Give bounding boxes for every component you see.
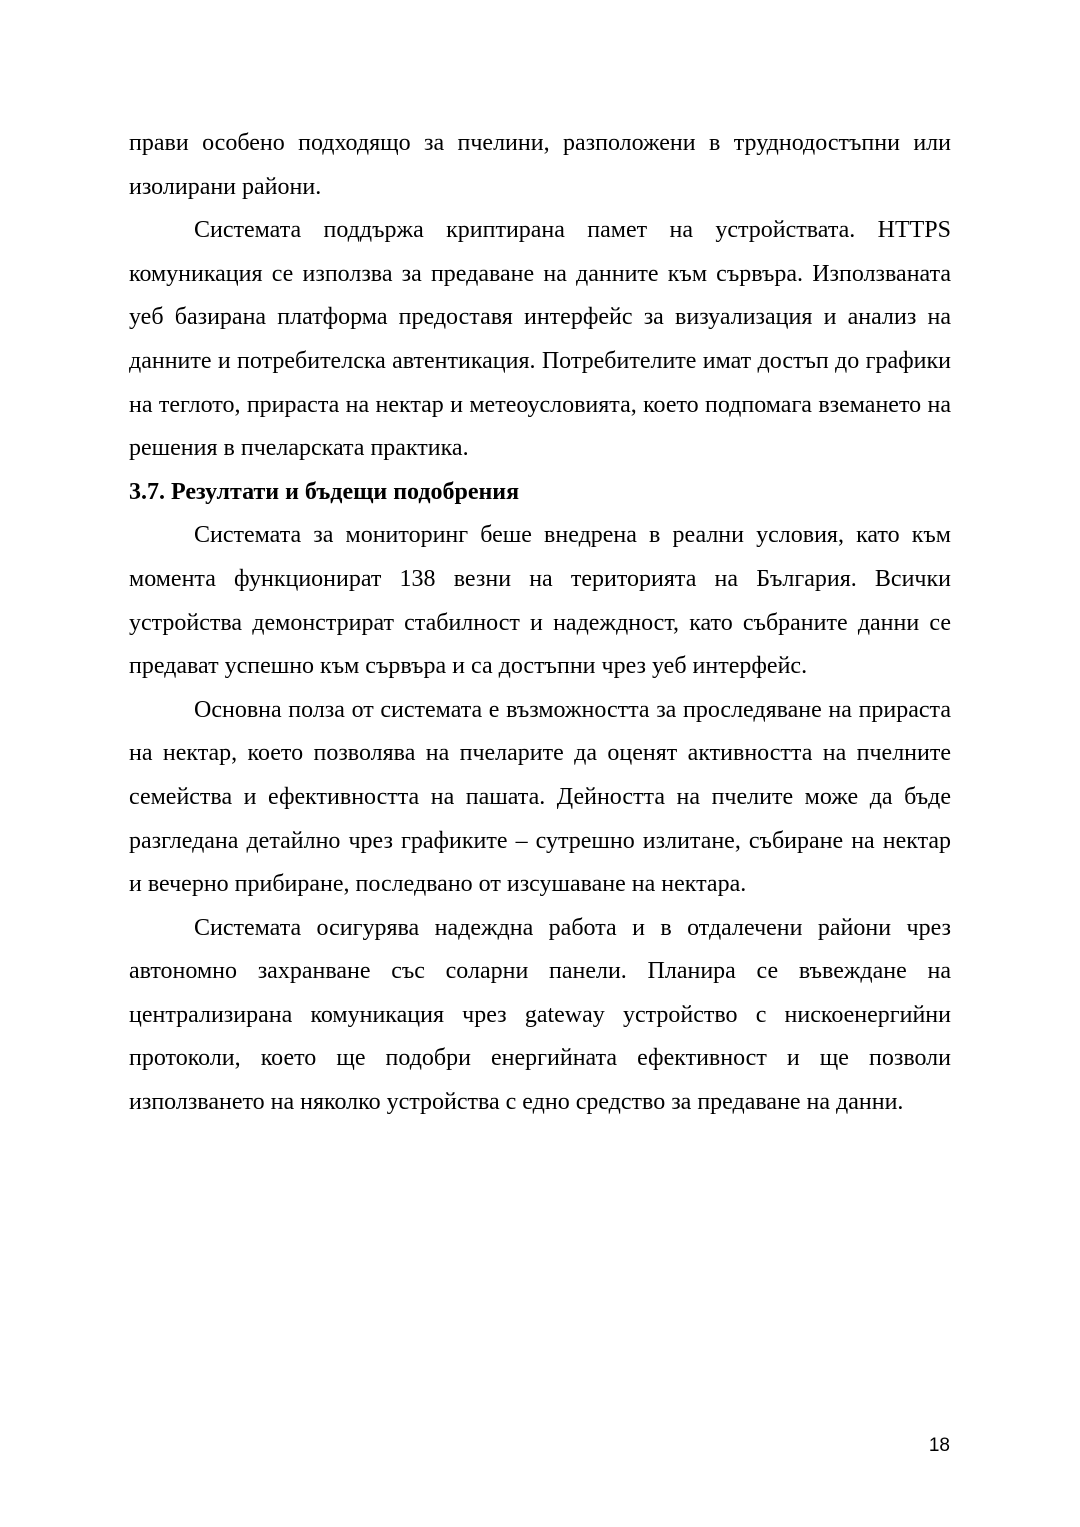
section-heading: 3.7. Резултати и бъдещи подобрения [129, 478, 520, 505]
paragraph-deployment: Системата за мониторинг беше внедрена в реални условия, като към момента функционират 138 везни на територията на България. Всички устройства демонстрират стабилност и надеждност, като събраните данни се предават успешно към сървъра и са достъпни чрез уеб интерфейс. [129, 522, 951, 680]
paragraph-data-security: Системата поддържа криптирана памет на устройствата. HTTPS комуникация се използва за предаване на данните към сървъра. Използваната уеб базирана платформа предоставя интерфейс за визуализация и анализ на данните и потребителска автентикация. Потребителите имат достъп до графики на теглото, прираста на нектар и метеоусловията, което подпомага вземането на решения в пчеларската практика. [129, 217, 951, 462]
page-body [129, 122, 951, 1125]
page-number: 18 [928, 1435, 950, 1456]
paragraph-continuation: прави особено подходящо за пчелини, разположени в труднодостъпни или изолирани райони. [129, 130, 951, 200]
paragraph-nectar-tracking: Основна полза от системата е възможността за проследяване на прираста на нектар, което позволява на пчеларите да оценят активността на пчелните семейства и ефективността на пашата. Дейността на пчелите може да бъде разгледана детайлно чрез графиките – сутрешно излитане, събиране на нектар и вечерно прибиране, последвано от изсушаване на нектара. [129, 696, 951, 898]
paragraph-future-improvements: Системата осигурява надеждна работа и в отдалечени райони чрез автономно захранване със соларни панели. Планира се въвеждане на централизирана комуникация чрез gateway устройство с нискоенергийни протоколи, което ще подобри енергийната ефективност и ще позволи използването на няколко устройства с едно средство за предаване на данни. [129, 914, 951, 1116]
